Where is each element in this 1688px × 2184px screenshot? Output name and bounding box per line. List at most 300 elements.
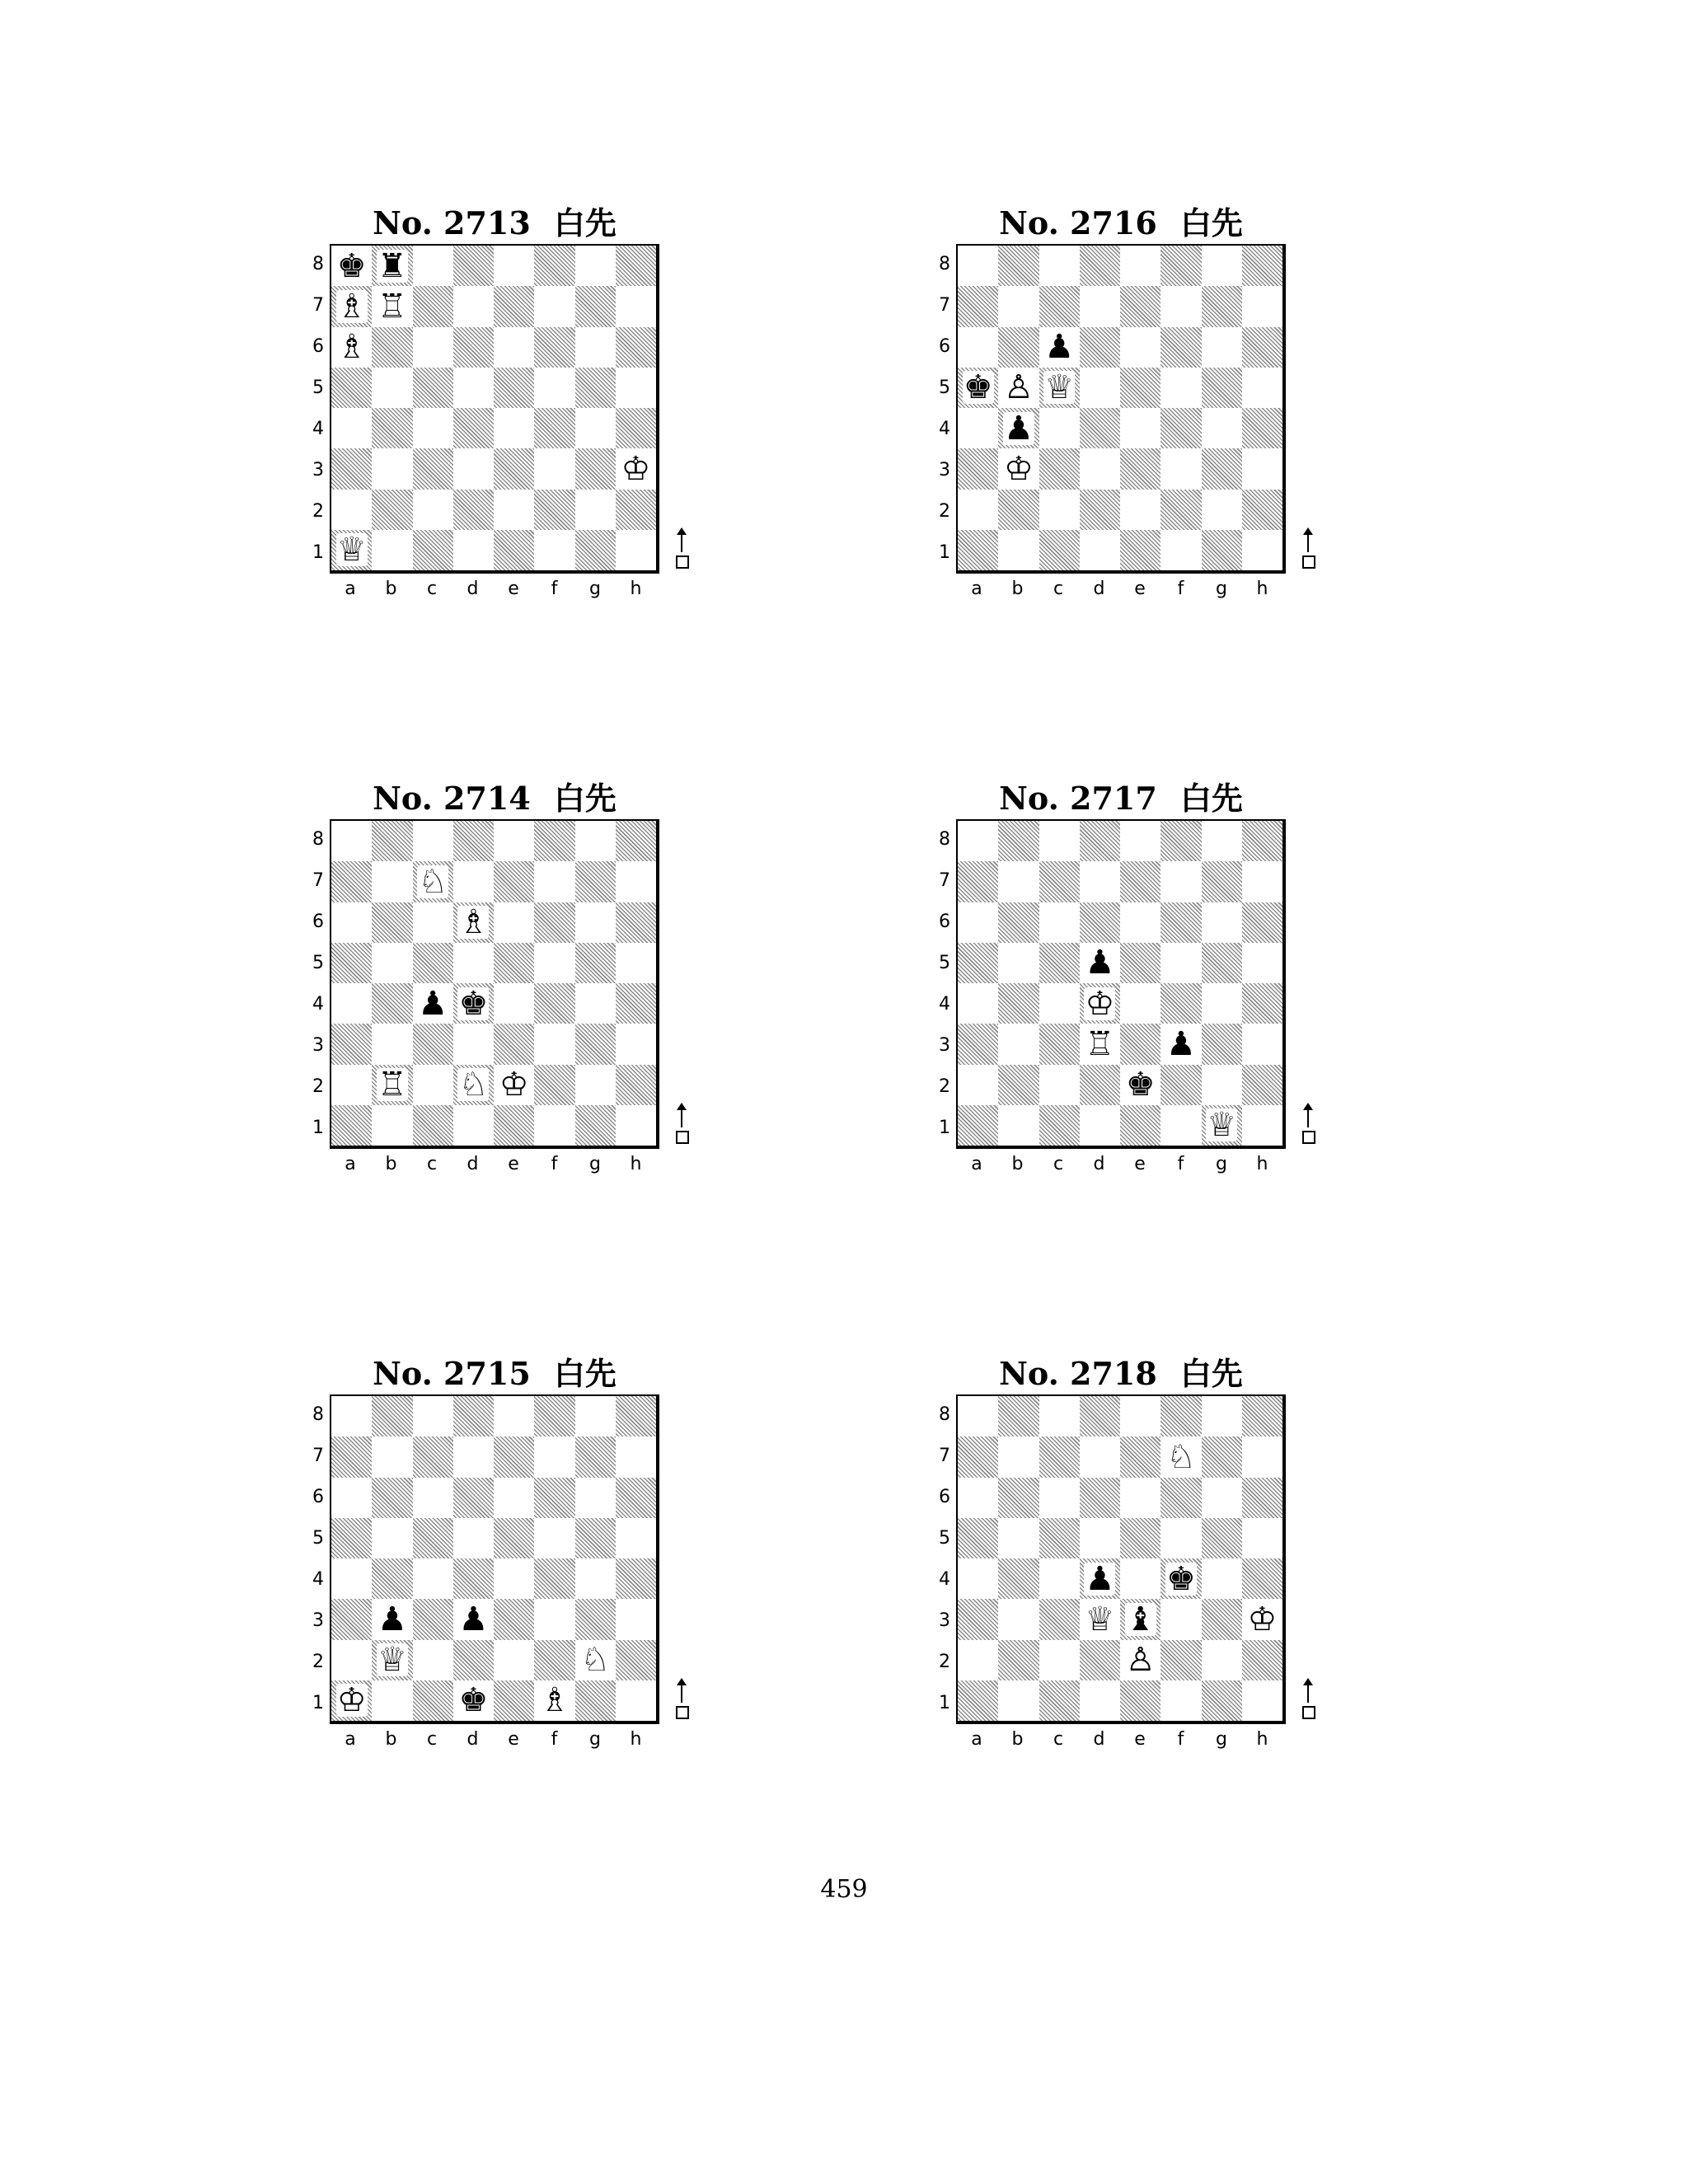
- square-a6: [331, 327, 372, 368]
- rank-label: 8: [312, 254, 324, 274]
- square-f6: [1160, 1478, 1201, 1518]
- square-b5: [998, 368, 1039, 408]
- square-f4: [1160, 1558, 1201, 1599]
- problem-number: No. 2717: [999, 780, 1157, 817]
- square-f3: [534, 1599, 574, 1639]
- square-f7: [534, 286, 574, 326]
- square-h5: [1242, 1518, 1282, 1558]
- square-d2: [1080, 490, 1120, 530]
- square-b2: [998, 1065, 1039, 1105]
- square-b3: [998, 1024, 1039, 1064]
- square-g4: [1202, 983, 1242, 1024]
- square-a3: [958, 1024, 998, 1064]
- rank-label: 7: [939, 870, 950, 891]
- square-d4: [453, 408, 494, 448]
- square-g8: [575, 246, 616, 286]
- square-g4: [1202, 1558, 1242, 1599]
- square-a1: [958, 1680, 998, 1721]
- piece-wN-d2: ♘: [458, 1066, 489, 1104]
- square-h3: [616, 1599, 656, 1639]
- file-label: f: [1177, 1154, 1184, 1174]
- problem-2718: [939, 1348, 1385, 1777]
- square-a7: [331, 1436, 372, 1477]
- square-d5: [1080, 368, 1120, 408]
- rank-label: 1: [939, 542, 950, 563]
- piece-bK-d1: ♚: [458, 1681, 489, 1720]
- square-f5: [1160, 943, 1201, 983]
- square-g7: [1202, 286, 1242, 326]
- file-label: d: [1093, 579, 1105, 599]
- problem-title: [330, 1348, 659, 1394]
- square-a6: [331, 902, 372, 943]
- square-f3: [1160, 448, 1201, 489]
- square-g3: [575, 448, 616, 489]
- square-b5: [372, 1518, 412, 1558]
- square-a6: [958, 1478, 998, 1518]
- square-d8: [1080, 821, 1120, 861]
- square-f3: [534, 1024, 574, 1064]
- file-label: b: [385, 579, 397, 599]
- file-label: f: [551, 1154, 558, 1174]
- square-f8: [534, 246, 574, 286]
- square-e8: [1120, 246, 1160, 286]
- rank-label: 4: [312, 1569, 324, 1590]
- square-a4: [958, 408, 998, 448]
- square-g1: [575, 1680, 616, 1721]
- square-a8: [958, 246, 998, 286]
- problem-caption: 白先: [553, 780, 617, 817]
- square-e8: [494, 246, 534, 286]
- square-a2: [331, 1640, 372, 1680]
- square-e5: [494, 943, 534, 983]
- square-c3: [413, 1599, 453, 1639]
- square-f8: [1160, 1396, 1201, 1436]
- problem-number: No. 2716: [999, 204, 1157, 241]
- square-b7: [372, 861, 412, 902]
- square-b1: [372, 1105, 412, 1146]
- square-f1: [1160, 1105, 1201, 1146]
- square-e5: [1120, 1518, 1160, 1558]
- piece-wN-c7: ♘: [418, 862, 448, 901]
- rank-label: 3: [939, 460, 950, 480]
- square-e3: [1120, 448, 1160, 489]
- square-g5: [1202, 368, 1242, 408]
- square-g6: [575, 902, 616, 943]
- square-e4: [494, 408, 534, 448]
- square-e2: [1120, 1065, 1160, 1105]
- square-f4: [1160, 983, 1201, 1024]
- square-d5: [1080, 1518, 1120, 1558]
- square-a4: [331, 1558, 372, 1599]
- square-h8: [1242, 821, 1282, 861]
- file-label: b: [385, 1729, 397, 1750]
- square-e6: [1120, 902, 1160, 943]
- rank-label: 5: [312, 1528, 324, 1549]
- square-g2: [575, 490, 616, 530]
- square-g8: [1202, 246, 1242, 286]
- square-a4: [958, 1558, 998, 1599]
- rank-label: 5: [312, 377, 324, 398]
- square-b6: [998, 902, 1039, 943]
- square-a7: [331, 286, 372, 326]
- rank-label: 7: [939, 295, 950, 316]
- rank-label: 8: [312, 829, 324, 850]
- square-d2: [453, 490, 494, 530]
- rank-label: 3: [312, 1035, 324, 1056]
- square-c6: [413, 327, 453, 368]
- square-f4: [534, 983, 574, 1024]
- chess-board: [956, 244, 1286, 574]
- square-f7: [534, 1436, 574, 1477]
- square-a1: [331, 1105, 372, 1146]
- square-f6: [1160, 327, 1201, 368]
- rank-label: 5: [312, 953, 324, 973]
- square-d8: [1080, 1396, 1120, 1436]
- square-e6: [1120, 1478, 1160, 1518]
- square-b4: [998, 983, 1039, 1024]
- square-d6: [453, 327, 494, 368]
- square-d1: [453, 1680, 494, 1721]
- square-e7: [494, 1436, 534, 1477]
- square-c3: [413, 1024, 453, 1064]
- square-b5: [998, 943, 1039, 983]
- square-a1: [331, 530, 372, 570]
- rank-label: 1: [312, 1118, 324, 1138]
- problem-caption: 白先: [1179, 205, 1243, 241]
- square-d6: [1080, 327, 1120, 368]
- square-c3: [413, 448, 453, 489]
- square-h4: [616, 983, 656, 1024]
- chess-board: [956, 1394, 1286, 1724]
- piece-wR-b7: ♖: [377, 287, 407, 326]
- square-g4: [575, 408, 616, 448]
- chess-board: [330, 1394, 659, 1724]
- piece-bP-d5: ♟: [1085, 944, 1115, 982]
- piece-bK-a8: ♚: [336, 246, 367, 285]
- square-d5: [453, 368, 494, 408]
- square-e3: [494, 1599, 534, 1639]
- square-g8: [1202, 821, 1242, 861]
- rank-label: 6: [312, 336, 324, 357]
- rank-label: 4: [939, 419, 950, 439]
- square-d5: [453, 943, 494, 983]
- square-g1: [575, 530, 616, 570]
- square-g1: [1202, 530, 1242, 570]
- square-h3: [1242, 448, 1282, 489]
- square-f3: [1160, 1599, 1201, 1639]
- problem-2715: [312, 1348, 758, 1777]
- square-a5: [958, 368, 998, 408]
- square-h4: [1242, 408, 1282, 448]
- square-a4: [331, 983, 372, 1024]
- file-label: d: [1093, 1729, 1105, 1750]
- square-d3: [1080, 448, 1120, 489]
- square-f8: [534, 1396, 574, 1436]
- square-h7: [616, 286, 656, 326]
- problem-caption: 白先: [553, 1356, 617, 1392]
- square-g8: [1202, 1396, 1242, 1436]
- square-f1: [534, 1105, 574, 1146]
- square-h8: [616, 1396, 656, 1436]
- square-d1: [453, 530, 494, 570]
- square-d1: [1080, 1680, 1120, 1721]
- file-label: f: [551, 579, 558, 599]
- square-f1: [534, 530, 574, 570]
- piece-bK-a5: ♚: [963, 368, 993, 407]
- piece-wB-f1: ♗: [539, 1681, 570, 1720]
- file-label: c: [1053, 579, 1064, 599]
- square-c3: [1039, 1599, 1080, 1639]
- square-a5: [331, 943, 372, 983]
- square-b7: [998, 286, 1039, 326]
- square-g1: [1202, 1680, 1242, 1721]
- square-f3: [1160, 1024, 1201, 1064]
- square-c4: [1039, 1558, 1080, 1599]
- square-d5: [1080, 943, 1120, 983]
- square-f7: [534, 861, 574, 902]
- square-b1: [372, 530, 412, 570]
- square-d3: [1080, 1024, 1120, 1064]
- square-d7: [453, 1436, 494, 1477]
- file-label: g: [1216, 1729, 1227, 1750]
- square-a7: [958, 1436, 998, 1477]
- rank-label: 6: [939, 912, 950, 932]
- square-f3: [534, 448, 574, 489]
- square-g5: [575, 943, 616, 983]
- square-h3: [616, 448, 656, 489]
- square-b5: [372, 943, 412, 983]
- problem-number: No. 2718: [999, 1355, 1157, 1392]
- square-a5: [958, 943, 998, 983]
- square-e5: [494, 368, 534, 408]
- square-c8: [413, 246, 453, 286]
- square-h1: [616, 530, 656, 570]
- square-g2: [1202, 1065, 1242, 1105]
- file-label: c: [426, 579, 438, 599]
- problem-title: [956, 1348, 1286, 1394]
- piece-wK-b3: ♔: [1003, 449, 1034, 488]
- square-d8: [1080, 246, 1120, 286]
- problem-caption: 白先: [1179, 780, 1243, 817]
- rank-label: 8: [939, 1404, 950, 1425]
- square-c8: [1039, 1396, 1080, 1436]
- square-c2: [413, 490, 453, 530]
- square-a1: [331, 1680, 372, 1721]
- square-e7: [1120, 1436, 1160, 1477]
- square-f4: [534, 1558, 574, 1599]
- chess-board: [330, 819, 659, 1149]
- file-label: h: [630, 1729, 642, 1750]
- square-c4: [413, 983, 453, 1024]
- piece-wQ-g1: ♕: [1207, 1106, 1237, 1145]
- square-g6: [1202, 902, 1242, 943]
- piece-wQ-d3: ♕: [1085, 1600, 1115, 1638]
- square-b8: [372, 246, 412, 286]
- square-g3: [575, 1024, 616, 1064]
- square-f5: [1160, 368, 1201, 408]
- square-c8: [413, 821, 453, 861]
- piece-wK-h3: ♔: [1247, 1600, 1278, 1638]
- square-a2: [331, 1065, 372, 1105]
- square-g4: [1202, 408, 1242, 448]
- square-g7: [1202, 861, 1242, 902]
- square-h6: [1242, 327, 1282, 368]
- problem-title: [330, 198, 659, 243]
- square-f8: [1160, 246, 1201, 286]
- square-a3: [958, 1599, 998, 1639]
- square-e6: [494, 327, 534, 368]
- square-e5: [1120, 368, 1160, 408]
- file-label: h: [630, 1154, 642, 1174]
- square-g7: [575, 1436, 616, 1477]
- square-c5: [1039, 943, 1080, 983]
- square-h5: [616, 943, 656, 983]
- square-h1: [1242, 1105, 1282, 1146]
- square-h7: [616, 1436, 656, 1477]
- square-d6: [453, 902, 494, 943]
- chess-board: [956, 819, 1286, 1149]
- square-g7: [1202, 1436, 1242, 1477]
- rank-label: 6: [312, 912, 324, 932]
- file-label: h: [1256, 579, 1268, 599]
- square-e8: [1120, 1396, 1160, 1436]
- file-label: a: [971, 1729, 982, 1750]
- white-to-move-icon: [674, 1103, 691, 1146]
- square-e2: [494, 1065, 534, 1105]
- square-e5: [494, 1518, 534, 1558]
- square-b6: [372, 902, 412, 943]
- square-c6: [413, 1478, 453, 1518]
- piece-wP-e2: ♙: [1125, 1641, 1156, 1680]
- square-d2: [453, 1065, 494, 1105]
- square-a5: [331, 1518, 372, 1558]
- square-h4: [1242, 983, 1282, 1024]
- square-a4: [958, 983, 998, 1024]
- square-e2: [1120, 490, 1160, 530]
- square-b8: [372, 1396, 412, 1436]
- square-e2: [494, 1640, 534, 1680]
- file-label: d: [467, 1729, 479, 1750]
- rank-label: 2: [939, 1076, 950, 1097]
- file-label: f: [1177, 1729, 1184, 1750]
- square-d7: [1080, 1436, 1120, 1477]
- square-f6: [534, 902, 574, 943]
- square-a2: [958, 1065, 998, 1105]
- square-g1: [1202, 1105, 1242, 1146]
- file-label: e: [1134, 1729, 1146, 1750]
- square-a2: [331, 490, 372, 530]
- square-b2: [372, 490, 412, 530]
- square-h2: [616, 490, 656, 530]
- square-b1: [998, 530, 1039, 570]
- problem-number: No. 2713: [373, 204, 531, 241]
- square-h2: [1242, 1065, 1282, 1105]
- square-d2: [1080, 1065, 1120, 1105]
- rank-label: 2: [312, 1652, 324, 1672]
- file-label: d: [467, 579, 479, 599]
- square-d4: [1080, 1558, 1120, 1599]
- square-d7: [453, 286, 494, 326]
- square-g4: [575, 983, 616, 1024]
- file-label: a: [971, 1154, 982, 1174]
- square-g3: [1202, 1024, 1242, 1064]
- square-f2: [534, 1640, 574, 1680]
- square-g6: [1202, 1478, 1242, 1518]
- problem-caption: 白先: [553, 205, 617, 241]
- piece-wB-d6: ♗: [458, 903, 489, 942]
- rank-label: 2: [939, 501, 950, 522]
- square-d1: [1080, 1105, 1120, 1146]
- square-e3: [1120, 1599, 1160, 1639]
- square-f8: [534, 821, 574, 861]
- square-b7: [998, 1436, 1039, 1477]
- square-g6: [575, 1478, 616, 1518]
- square-d5: [453, 1518, 494, 1558]
- square-b1: [998, 1680, 1039, 1721]
- square-c5: [413, 1518, 453, 1558]
- square-b7: [372, 286, 412, 326]
- square-b8: [998, 821, 1039, 861]
- square-a6: [331, 1478, 372, 1518]
- square-c2: [413, 1065, 453, 1105]
- square-a3: [331, 1599, 372, 1639]
- square-b6: [998, 327, 1039, 368]
- square-c1: [413, 1680, 453, 1721]
- square-b4: [372, 983, 412, 1024]
- square-d4: [453, 1558, 494, 1599]
- square-h7: [1242, 286, 1282, 326]
- file-label: f: [1177, 579, 1184, 599]
- square-f1: [1160, 530, 1201, 570]
- square-d7: [1080, 286, 1120, 326]
- problem-title: [956, 198, 1286, 243]
- rank-label: 3: [939, 1610, 950, 1631]
- square-b8: [998, 246, 1039, 286]
- file-label: b: [1011, 1154, 1024, 1174]
- square-a4: [331, 408, 372, 448]
- square-c5: [1039, 1518, 1080, 1558]
- square-h8: [1242, 246, 1282, 286]
- file-label: e: [1134, 1154, 1146, 1174]
- square-c5: [1039, 368, 1080, 408]
- square-e5: [1120, 943, 1160, 983]
- piece-wR-b2: ♖: [377, 1066, 407, 1104]
- file-label: b: [1011, 579, 1024, 599]
- square-b7: [372, 1436, 412, 1477]
- white-to-move-icon: [674, 527, 691, 570]
- piece-wK-d4: ♔: [1085, 984, 1115, 1023]
- square-g2: [1202, 490, 1242, 530]
- rank-label: 2: [939, 1652, 950, 1672]
- square-b4: [372, 1558, 412, 1599]
- file-label: a: [345, 1729, 356, 1750]
- square-d8: [453, 821, 494, 861]
- square-a8: [331, 246, 372, 286]
- file-label: e: [508, 579, 519, 599]
- piece-bP-f3: ♟: [1165, 1024, 1196, 1063]
- piece-wN-f7: ♘: [1165, 1437, 1196, 1476]
- rank-label: 7: [939, 1446, 950, 1466]
- square-d3: [453, 1599, 494, 1639]
- file-label: b: [385, 1154, 397, 1174]
- white-to-move-icon: [674, 1678, 691, 1721]
- rank-label: 8: [939, 254, 950, 274]
- square-h6: [616, 902, 656, 943]
- square-h2: [616, 1065, 656, 1105]
- square-h7: [1242, 1436, 1282, 1477]
- file-label: g: [589, 1729, 601, 1750]
- square-g2: [1202, 1640, 1242, 1680]
